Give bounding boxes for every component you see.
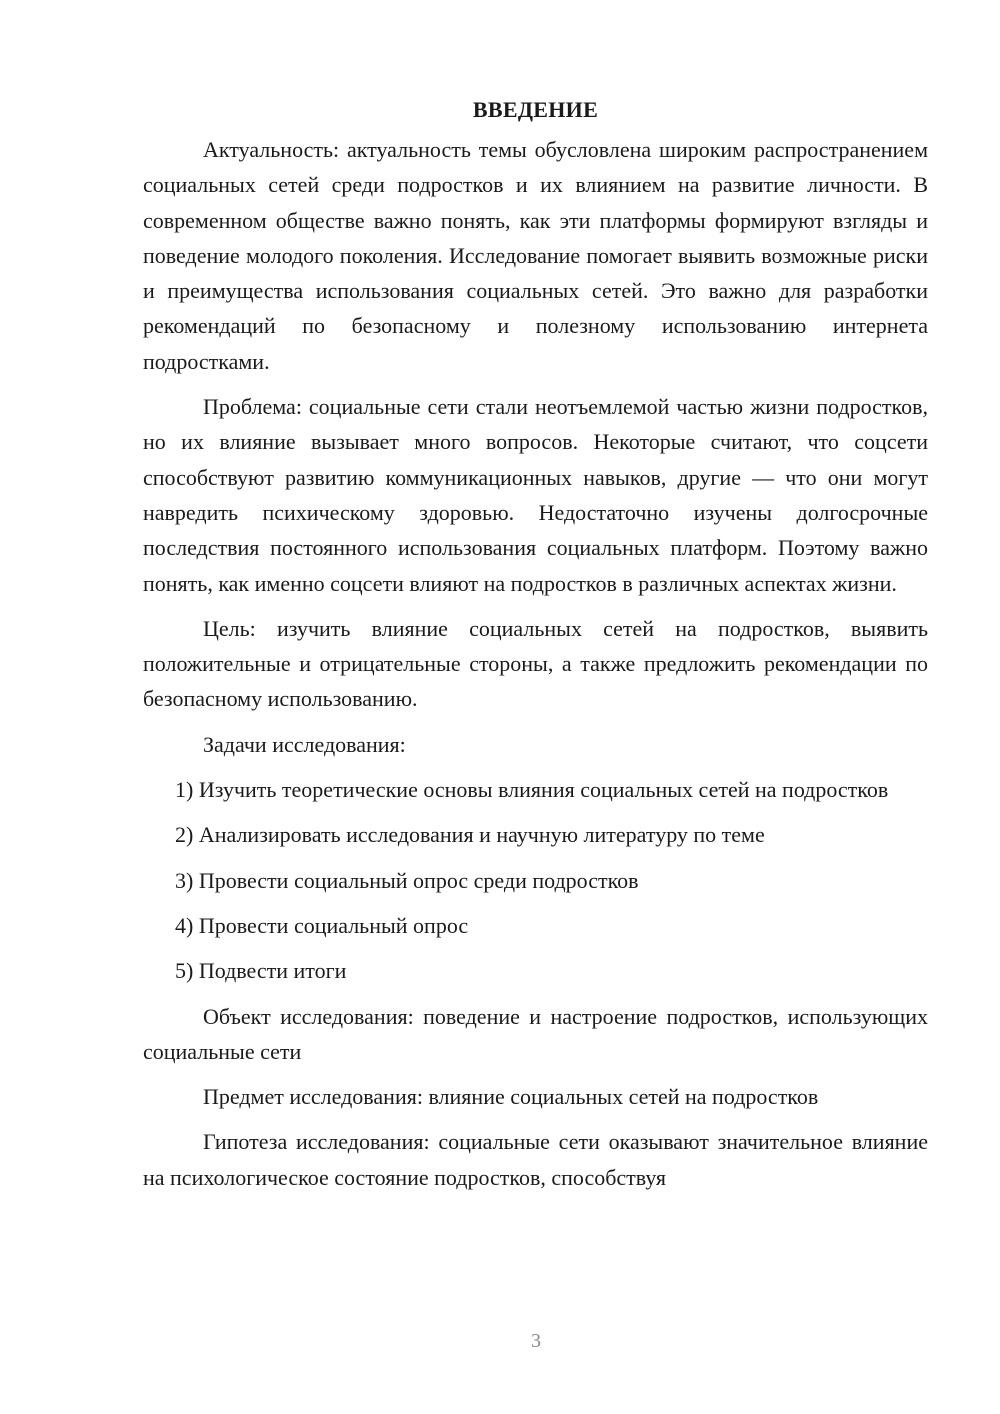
paragraph-subject: Предмет исследования: влияние социальных сетей на подростков bbox=[203, 1084, 819, 1110]
task-item-5: 5) Подвести итоги bbox=[175, 958, 347, 984]
section-title: ВВЕДЕНИЕ bbox=[472, 97, 599, 122]
task-item-2: 2) Анализировать исследования и научную литературу по теме bbox=[175, 822, 765, 848]
page-number: 3 bbox=[531, 1330, 541, 1352]
paragraph-goal: Цель: изучить влияние социальных сетей на подростков, выявить положительные и отрицательные стороны, а также предложить рекомендации по безопасному использованию. bbox=[143, 615, 928, 712]
paragraph-object: Объект исследования: поведение и настроение подростков, использующих социальные сети bbox=[143, 1003, 928, 1064]
task-item-1: 1) Изучить теоретические основы влияния социальных сетей на подростков bbox=[175, 777, 889, 803]
document-page bbox=[143, 92, 928, 1205]
task-item-4: 4) Провести социальный опрос bbox=[175, 912, 469, 938]
task-item-3: 3) Провести социальный опрос среди подростков bbox=[175, 867, 639, 893]
paragraph-hypothesis: Гипотеза исследования: социальные сети оказывают значительное влияние на психологическое состояние подростков, способствуя bbox=[143, 1129, 928, 1190]
paragraph-relevance: Актуальность: актуальность темы обусловлена широким распространением социальных сетей среди подростков и их влиянием на развитие личности. В современном обществе важно понять, как эти платформы формируют взгляды и поведение молодого поколения. Исследование помогает выявить возможные риски и преимущества использования социальных сетей. Это важно для разработки рекомендаций по безопасному и полезному использованию интернета подростками. bbox=[143, 137, 928, 374]
paragraph-tasks-heading: Задачи исследования: bbox=[203, 731, 406, 757]
paragraph-problem: Проблема: социальные сети стали неотъемлемой частью жизни подростков, но их влияние вызывает много вопросов. Некоторые считают, что соцсети способствуют развитию коммуникационных навыков, другие — что они могут навредить психическому здоровью. Недостаточно изучены долгосрочные последствия постоянного использования социальных платформ. Поэтому важно понять, как именно соцсети влияют на подростков в различных аспектах жизни. bbox=[143, 394, 928, 596]
